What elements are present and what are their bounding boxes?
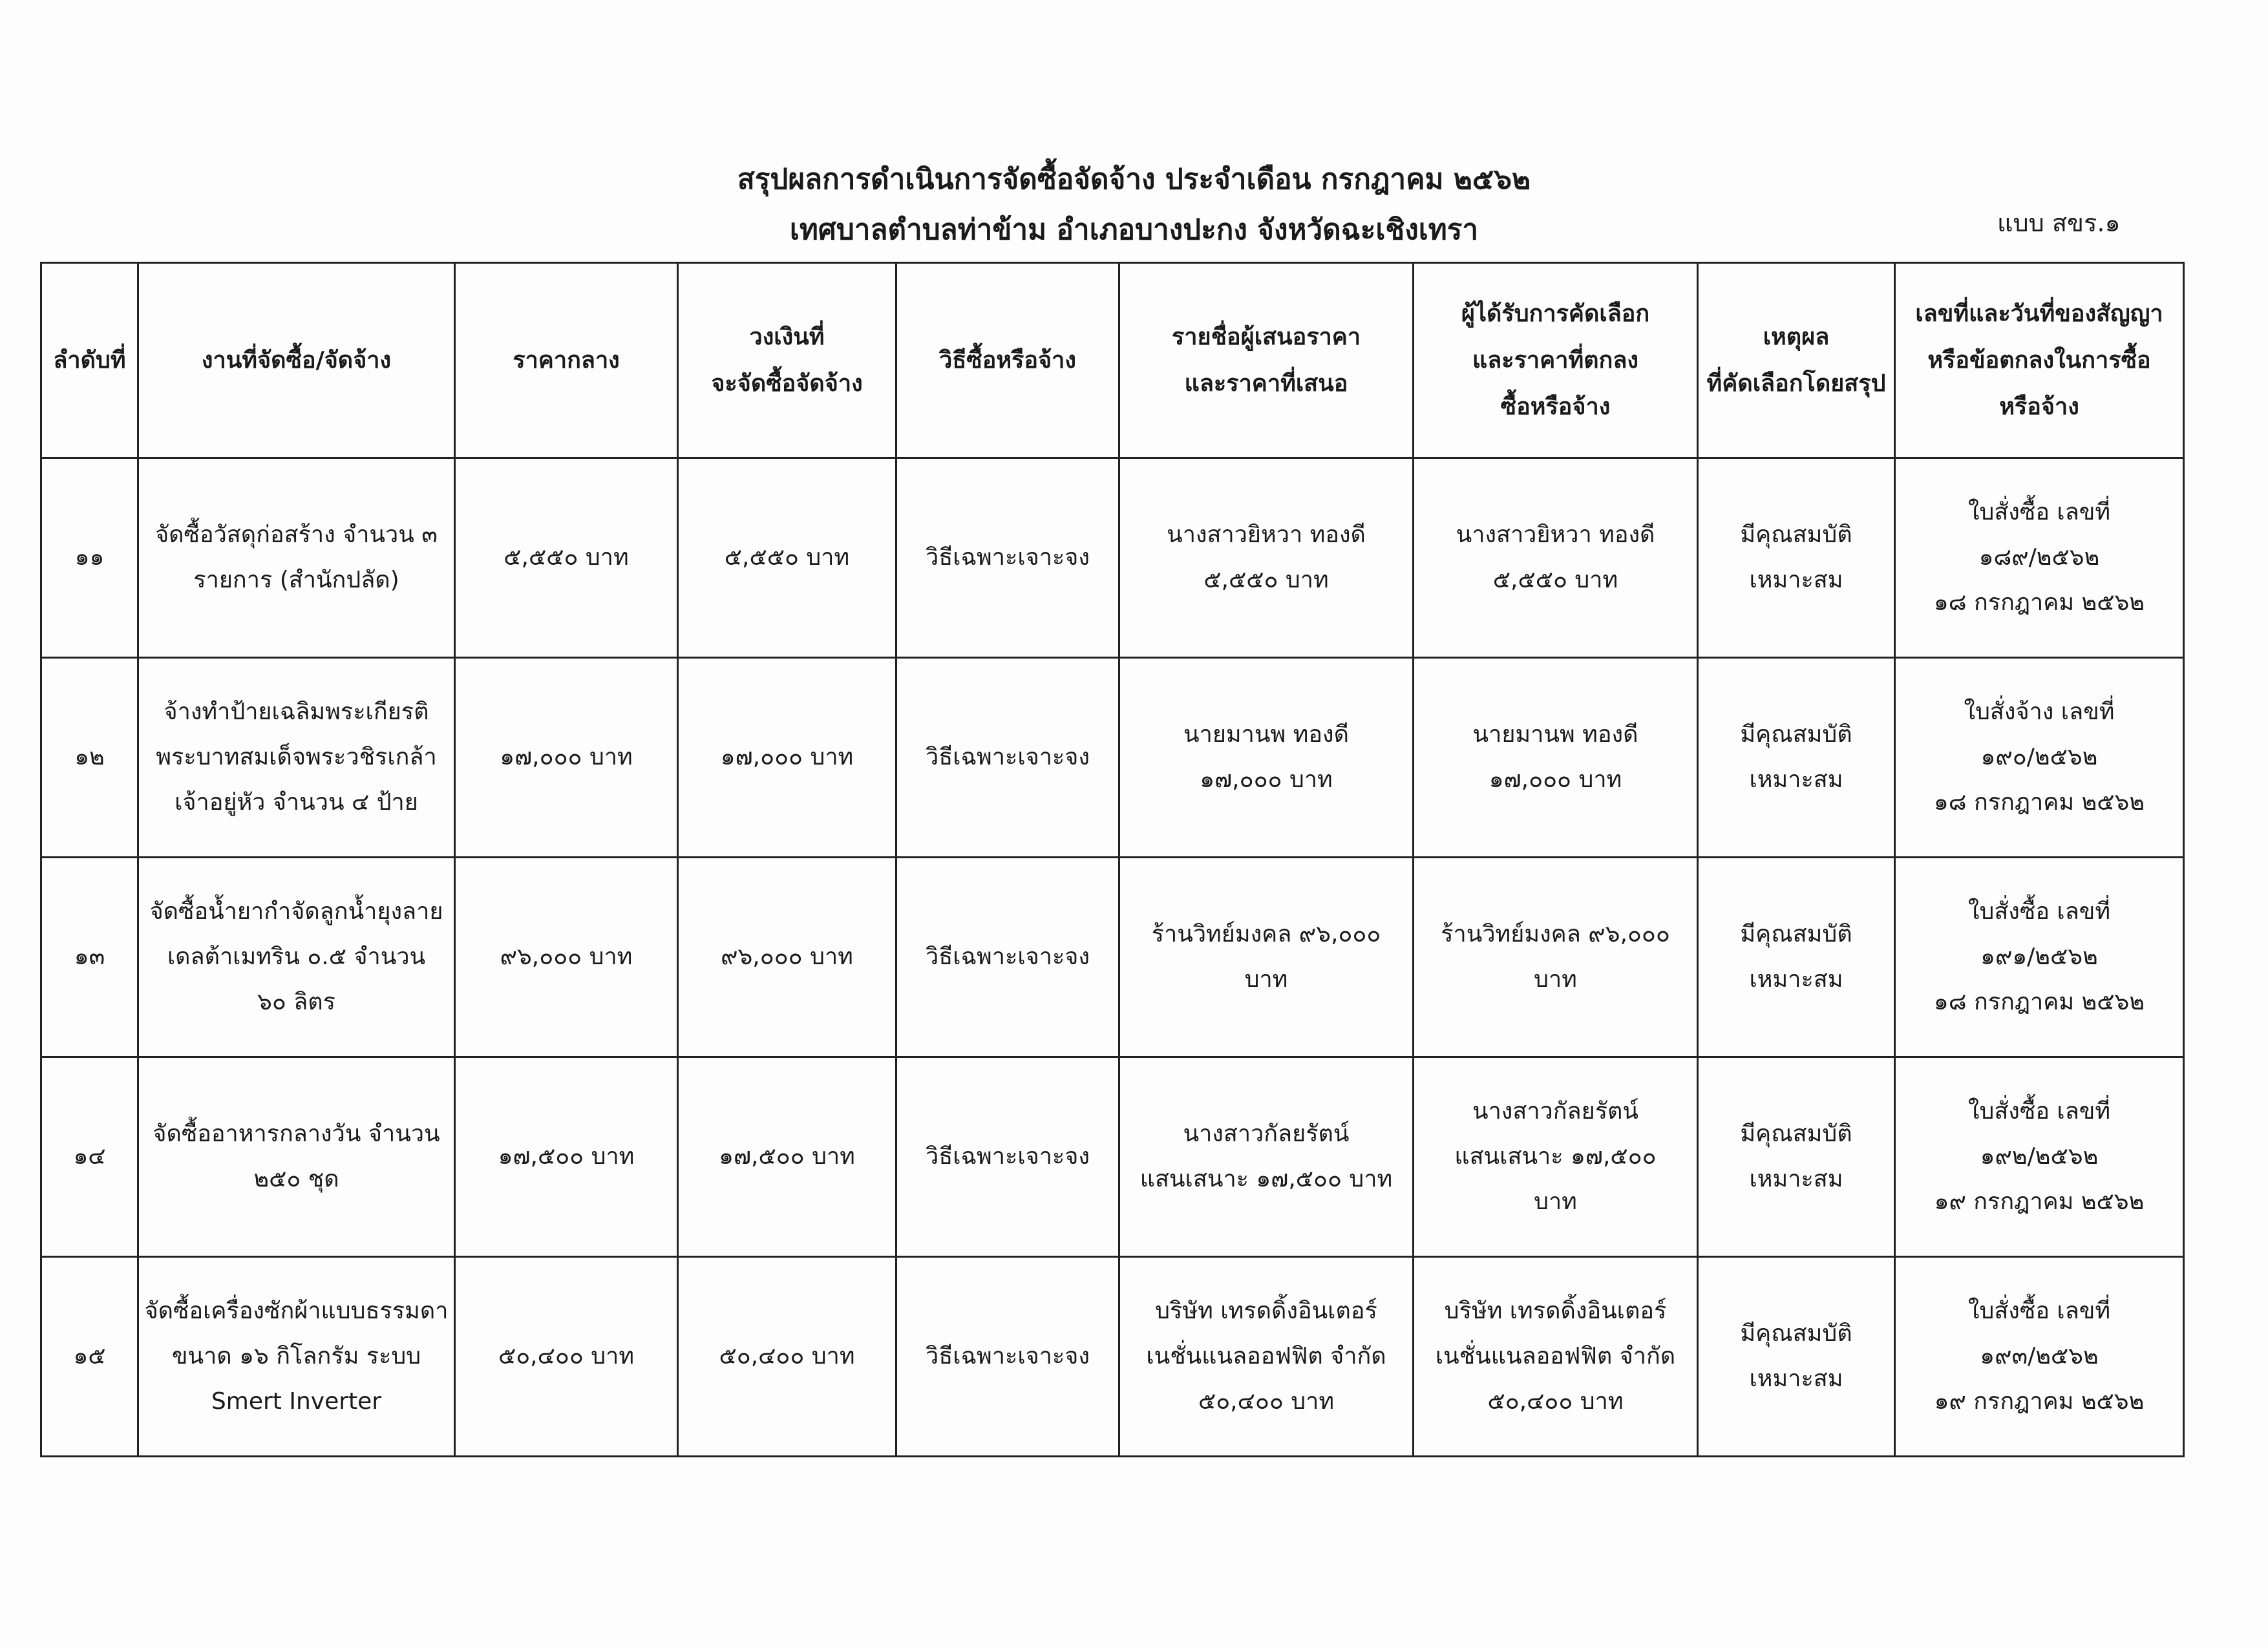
cell-text: ๖๐ ลิตร — [257, 989, 336, 1015]
cell-text: แสนเสนาะ ๑๗,๕๐๐ — [1454, 1143, 1657, 1170]
cell-text: นายมานพ ทองดี — [1472, 721, 1638, 748]
cell-selected — [1414, 858, 1698, 1057]
header-text: เหตุผล — [1763, 323, 1830, 350]
cell-median-price: ๑๗,๐๐๐ บาท — [455, 658, 678, 858]
cell-text: ๑๙ กรกฎาคม ๒๕๖๒ — [1934, 1188, 2145, 1215]
header-text: หรือจ้าง — [1999, 393, 2079, 420]
cell-text: นายมานพ ทองดี — [1183, 721, 1349, 748]
header-text: และราคาที่เสนอ — [1184, 370, 1348, 397]
cell-bidders — [1119, 1057, 1414, 1257]
cell-text: เหมาะสม — [1749, 1166, 1843, 1192]
cell-text: บาท — [1534, 966, 1577, 993]
table-body — [41, 458, 2184, 1457]
cell-bidders — [1119, 658, 1414, 858]
cell-reason — [1698, 658, 1895, 858]
cell-text: นางสาวกัลยรัตน์ — [1183, 1121, 1350, 1147]
cell-no: ๑๑ — [41, 458, 138, 658]
table-row — [41, 1057, 2184, 1257]
cell-text: มีคุณสมบัติ — [1740, 1121, 1852, 1147]
cell-reason — [1698, 858, 1895, 1057]
cell-contract — [1895, 1057, 2184, 1257]
cell-item — [138, 858, 455, 1057]
header-text: ที่คัดเลือกโดยสรุป — [1706, 370, 1886, 397]
cell-text: ๕,๕๕๐ บาท — [1203, 567, 1329, 593]
cell-selected — [1414, 658, 1698, 858]
cell-item — [138, 1057, 455, 1257]
cell-text: เหมาะสม — [1749, 766, 1843, 793]
header-col-no — [41, 263, 138, 458]
cell-text: เหมาะสม — [1749, 1366, 1843, 1392]
cell-text: ๕,๕๕๐ บาท — [1492, 567, 1618, 593]
cell-text: บาท — [1534, 1188, 1577, 1215]
cell-selected — [1414, 1257, 1698, 1457]
header-text: ซื้อหรือจ้าง — [1500, 393, 1611, 420]
cell-text: บริษัท เทรดดิ้งอินเตอร์ — [1155, 1298, 1377, 1324]
cell-text: ๑๗,๐๐๐ บาท — [1200, 766, 1333, 793]
cell-text: ใบสั่งซื้อ เลขที่ — [1967, 499, 2111, 525]
cell-text: บาท — [1244, 966, 1288, 993]
header-col-item — [138, 263, 455, 458]
cell-budget: ๙๖,๐๐๐ บาท — [678, 858, 896, 1057]
cell-text: เนชั่นแนลออฟฟิต จำกัด — [1146, 1343, 1386, 1369]
header-text: งานที่จัดซื้อ/จัดจ้าง — [201, 346, 392, 374]
cell-text: ๑๘๙/๒๕๖๒ — [1978, 544, 2100, 571]
cell-text: ใบสั่งจ้าง เลขที่ — [1964, 699, 2115, 725]
cell-text: ร้านวิทย์มงคล ๙๖,๐๐๐ — [1441, 921, 1670, 947]
cell-budget: ๕๐,๔๐๐ บาท — [678, 1257, 896, 1457]
cell-text: ๒๕๐ ชุด — [253, 1166, 339, 1192]
header-text: ผู้ได้รับการคัดเลือก — [1461, 300, 1650, 327]
header-col-bidders — [1119, 263, 1414, 458]
header-col-budget — [678, 263, 896, 458]
cell-text: มีคุณสมบัติ — [1740, 522, 1852, 548]
table-row — [41, 458, 2184, 658]
cell-text: จัดซื้อวัสดุก่อสร้าง จำนวน ๓ — [155, 522, 438, 548]
cell-text: เหมาะสม — [1749, 567, 1843, 593]
cell-no: ๑๕ — [41, 1257, 138, 1457]
form-code: แบบ สขร.๑ — [1997, 209, 2121, 237]
cell-text: ๑๘ กรกฎาคม ๒๕๖๒ — [1933, 989, 2145, 1015]
cell-item — [138, 658, 455, 858]
header-text: รายชื่อผู้เสนอราคา — [1171, 323, 1361, 350]
cell-reason — [1698, 1257, 1895, 1457]
cell-item — [138, 458, 455, 658]
cell-text: บริษัท เทรดดิ้งอินเตอร์ — [1444, 1298, 1667, 1324]
cell-text: ๑๙๑/๒๕๖๒ — [1980, 944, 2098, 970]
header-text: จะจัดซื้อจัดจ้าง — [711, 370, 863, 397]
header-text: และราคาที่ตกลง — [1472, 346, 1638, 374]
table-row — [41, 1257, 2184, 1457]
cell-median-price: ๕๐,๔๐๐ บาท — [455, 1257, 678, 1457]
cell-text: ใบสั่งซื้อ เลขที่ — [1967, 1098, 2111, 1125]
cell-text: ๕๐,๔๐๐ บาท — [1198, 1388, 1335, 1415]
cell-text: ๑๘ กรกฎาคม ๒๕๖๒ — [1933, 589, 2145, 616]
cell-text: ใบสั่งซื้อ เลขที่ — [1967, 1298, 2111, 1324]
cell-text: รายการ (สำนักปลัด) — [193, 567, 399, 593]
cell-text: มีคุณสมบัติ — [1740, 1320, 1852, 1347]
cell-text: จัดซื้อน้ำยากำจัดลูกน้ำยุงลาย — [149, 898, 443, 925]
cell-text: จัดซื้อเครื่องซักผ้าแบบธรรมดา — [144, 1298, 449, 1324]
header-text: วิธีซื้อหรือจ้าง — [939, 346, 1076, 374]
cell-no: ๑๒ — [41, 658, 138, 858]
cell-text: จ้างทำป้ายเฉลิมพระเกียรติ — [164, 699, 429, 725]
cell-method: วิธีเฉพาะเจาะจง — [896, 858, 1119, 1057]
cell-text: จัดซื้ออาหารกลางวัน จำนวน — [153, 1121, 440, 1147]
cell-text: มีคุณสมบัติ — [1740, 921, 1852, 947]
cell-method: วิธีเฉพาะเจาะจง — [896, 658, 1119, 858]
page-subtitle: เทศบาลตำบลท่าข้าม อำเภอบางปะกง จังหวัดฉะเชิงเทรา — [789, 213, 1479, 246]
cell-method: วิธีเฉพาะเจาะจง — [896, 458, 1119, 658]
cell-text: ๕๐,๔๐๐ บาท — [1487, 1388, 1624, 1415]
cell-contract — [1895, 1257, 2184, 1457]
header-col-reason — [1698, 263, 1895, 458]
table-row — [41, 858, 2184, 1057]
cell-reason — [1698, 1057, 1895, 1257]
header-text: วงเงินที่ — [749, 323, 825, 350]
page-title: สรุปผลการดำเนินการจัดซื้อจัดจ้าง ประจำเดือน กรกฎาคม ๒๕๖๒ — [737, 163, 1531, 196]
cell-method: วิธีเฉพาะเจาะจง — [896, 1257, 1119, 1457]
cell-selected — [1414, 1057, 1698, 1257]
cell-text: ๑๙๒/๒๕๖๒ — [1980, 1143, 2099, 1170]
cell-no: ๑๔ — [41, 1057, 138, 1257]
cell-budget: ๑๗,๐๐๐ บาท — [678, 658, 896, 858]
cell-text: แสนเสนาะ ๑๗,๕๐๐ บาท — [1139, 1166, 1393, 1192]
cell-bidders — [1119, 458, 1414, 658]
cell-method: วิธีเฉพาะเจาะจง — [896, 1057, 1119, 1257]
cell-text: Smert Inverter — [211, 1388, 382, 1415]
header-col-median-price — [455, 263, 678, 458]
cell-text: ๑๙๐/๒๕๖๒ — [1980, 744, 2098, 770]
header-text: เลขที่และวันที่ของสัญญา — [1915, 300, 2163, 327]
cell-budget: ๑๗,๕๐๐ บาท — [678, 1057, 896, 1257]
cell-item — [138, 1257, 455, 1457]
table-header-row — [41, 263, 2184, 458]
cell-contract — [1895, 858, 2184, 1057]
table-row — [41, 658, 2184, 858]
cell-contract — [1895, 658, 2184, 858]
cell-text: เนชั่นแนลออฟฟิต จำกัด — [1435, 1343, 1676, 1369]
cell-text: ใบสั่งซื้อ เลขที่ — [1967, 898, 2111, 925]
header-text: ลำดับที่ — [53, 346, 126, 374]
header-text: ราคากลาง — [513, 346, 620, 374]
cell-budget: ๕,๕๕๐ บาท — [678, 458, 896, 658]
cell-contract — [1895, 458, 2184, 658]
header-text: หรือข้อตกลงในการซื้อ — [1927, 346, 2151, 374]
cell-text: ร้านวิทย์มงคล ๙๖,๐๐๐ — [1151, 921, 1381, 947]
cell-median-price: ๙๖,๐๐๐ บาท — [455, 858, 678, 1057]
cell-text: เหมาะสม — [1749, 966, 1843, 993]
cell-text: นางสาวยิหวา ทองดี — [1456, 522, 1655, 548]
cell-median-price: ๕,๕๕๐ บาท — [455, 458, 678, 658]
cell-text: นางสาวยิหวา ทองดี — [1167, 522, 1366, 548]
cell-text: ๑๘ กรกฎาคม ๒๕๖๒ — [1933, 789, 2145, 816]
cell-no: ๑๓ — [41, 858, 138, 1057]
cell-bidders — [1119, 1257, 1414, 1457]
cell-bidders — [1119, 858, 1414, 1057]
cell-text: ขนาด ๑๖ กิโลกรัม ระบบ — [171, 1343, 421, 1369]
cell-median-price: ๑๗,๕๐๐ บาท — [455, 1057, 678, 1257]
cell-selected — [1414, 458, 1698, 658]
cell-text: เดลต้าเมทริน ๐.๕ จำนวน — [167, 944, 426, 970]
cell-text: ๑๙๓/๒๕๖๒ — [1980, 1343, 2099, 1369]
cell-text: เจ้าอยู่หัว จำนวน ๔ ป้าย — [175, 789, 418, 816]
header-col-selected — [1414, 263, 1698, 458]
cell-text: ๑๙ กรกฎาคม ๒๕๖๒ — [1934, 1388, 2145, 1415]
header-col-method — [896, 263, 1119, 458]
cell-text: ๑๗,๐๐๐ บาท — [1489, 766, 1622, 793]
header-col-contract — [1895, 263, 2184, 458]
cell-text: นางสาวกัลยรัตน์ — [1472, 1098, 1639, 1125]
cell-text: มีคุณสมบัติ — [1740, 721, 1852, 748]
procurement-table — [40, 262, 2185, 1457]
cell-text: พระบาทสมเด็จพระวชิรเกล้า — [156, 744, 437, 770]
cell-reason — [1698, 458, 1895, 658]
